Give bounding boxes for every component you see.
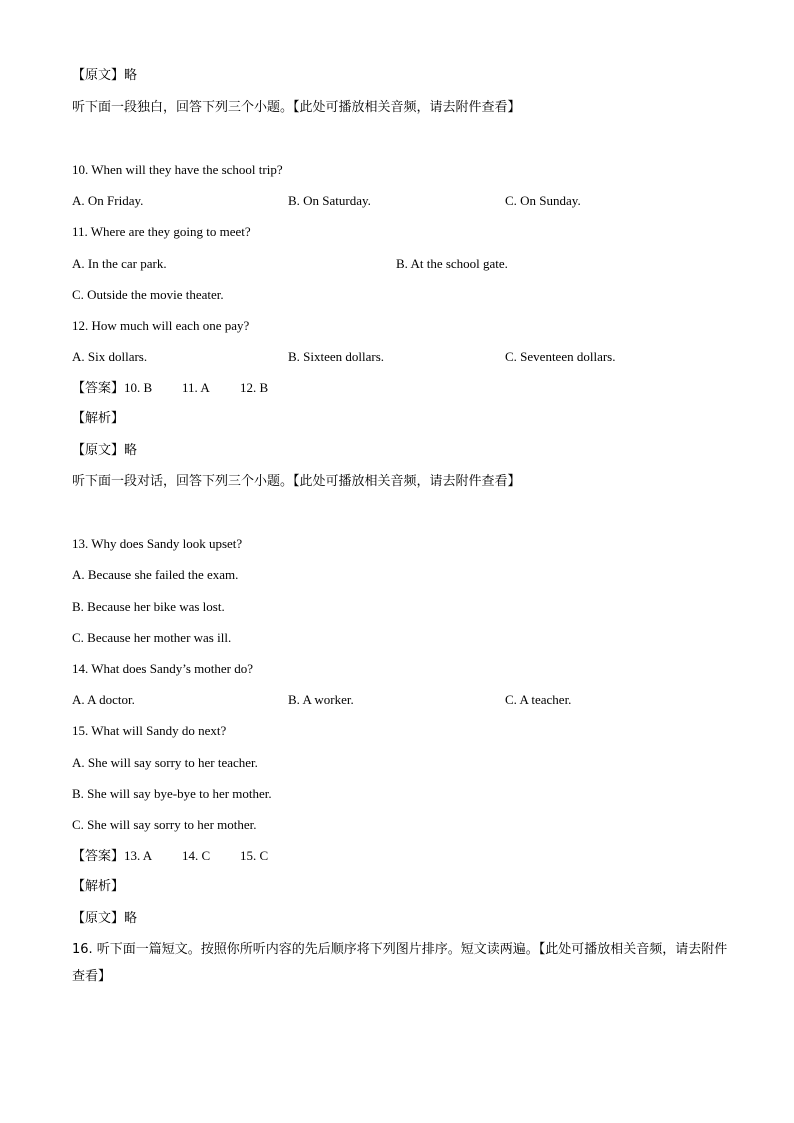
question-15: 15. What will Sandy do next? [72,723,227,738]
q13-option-b: B. Because her bike was lost. [72,599,225,614]
q10-option-c: C. On Sunday. [505,193,581,208]
q12-option-a: A. Six dollars. [72,349,148,364]
answer-item: 13. A [124,848,153,863]
q10-option-b: B. On Saturday. [288,193,371,208]
jiexi-label: 【解析】 [72,411,125,426]
q12-option-c: C. Seventeen dollars. [505,349,616,364]
monologue-instruction: 听下面一段独白，回答下列三个小题。【此处可播放相关音频，请去附件查看】 [72,100,521,115]
question-10: 10. When will they have the school trip? [72,162,283,177]
yuanwen-label: 【原文】略 [72,68,138,83]
answer-item: 10. B [124,380,153,395]
answer-tag: 【答案】 [72,849,125,864]
q12-option-b: B. Sixteen dollars. [288,349,385,364]
q14-option-c: C. A teacher. [505,692,572,707]
q14-option-a: A. A doctor. [72,692,135,707]
q13-option-a: A. Because she failed the exam. [72,567,239,582]
q10-option-a: A. On Friday. [72,193,144,208]
question-13: 13. Why does Sandy look upset? [72,536,243,551]
question-11: 11. Where are they going to meet? [72,224,251,239]
answer-line-2 [72,848,268,865]
yuanwen-label: 【原文】略 [72,443,138,458]
jiexi-label: 【解析】 [72,879,125,894]
answer-line-1 [72,380,268,397]
answer-tag: 【答案】 [72,381,125,396]
q13-option-c: C. Because her mother was ill. [72,630,232,645]
q11-option-c: C. Outside the movie theater. [72,287,224,302]
q14-option-b: B. A worker. [288,692,354,707]
question-16: 16. 听下面一篇短文。按照你所听内容的先后顺序将下列图片排序。短文读两遍。【此处可播放相关音频，请去附件查看】 [72,942,728,984]
answer-item: 11. A [182,380,210,395]
dialogue-instruction: 听下面一段对话，回答下列三个小题。【此处可播放相关音频，请去附件查看】 [72,474,521,489]
yuanwen-label: 【原文】略 [72,911,138,926]
q15-option-c: C. She will say sorry to her mother. [72,817,257,832]
answer-item: 14. C [182,848,211,863]
q11-option-b: B. At the school gate. [396,256,508,271]
answer-item: 12. B [240,380,269,395]
q11-option-a: A. In the car park. [72,256,167,271]
q15-option-b: B. She will say bye-bye to her mother. [72,786,272,801]
answer-item: 15. C [240,848,269,863]
question-14: 14. What does Sandy’s mother do? [72,661,254,676]
question-12: 12. How much will each one pay? [72,318,250,333]
q15-option-a: A. She will say sorry to her teacher. [72,755,258,770]
